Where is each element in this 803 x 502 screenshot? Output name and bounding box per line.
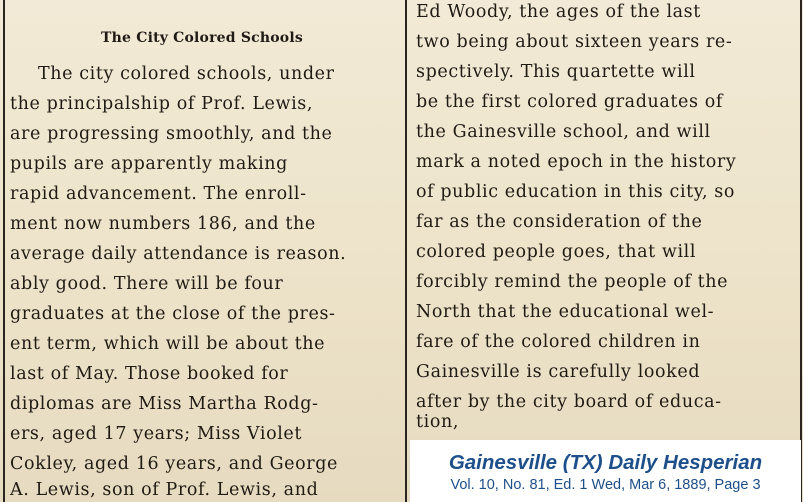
text-line: after by the city board of educa-: [416, 392, 722, 412]
text-line: mark a noted epoch in the history: [416, 152, 737, 172]
text-line: Gainesville is carefully looked: [416, 362, 701, 382]
article-headline: The City Colored Schools: [101, 30, 303, 46]
text-line: forcibly remind the people of the: [416, 272, 729, 292]
text-line: pupils are apparently making: [10, 154, 288, 174]
text-line: Ed Woody, the ages of the last: [416, 2, 701, 22]
text-line: last of May. Those booked for: [10, 364, 289, 384]
text-line: graduates at the close of the pres-: [10, 304, 336, 324]
source-credit-box: [410, 440, 801, 502]
text-line: rapid advancement. The enroll-: [10, 184, 307, 204]
text-line: be the first colored graduates of: [416, 92, 723, 112]
text-line: average daily attendance is reason.: [10, 244, 347, 264]
text-line: The city colored schools, under: [38, 64, 335, 84]
text-line: two being about sixteen years re-: [416, 32, 733, 52]
text-line: Cokley, aged 16 years, and George: [10, 454, 338, 474]
text-line: ment now numbers 186, and the: [10, 214, 316, 234]
text-line: colored people goes, that will: [416, 242, 697, 262]
article-column-right: [410, 0, 803, 502]
text-line: the Gainesville school, and will: [416, 122, 711, 142]
text-line: are progressing smoothly, and the: [10, 124, 333, 144]
column-rule-middle: [405, 0, 407, 502]
text-line: of public education in this city, so: [416, 182, 735, 202]
text-line: far as the consideration of the: [416, 212, 703, 232]
text-line: North that the educational wel-: [416, 302, 715, 322]
text-line: the principalship of Prof. Lewis,: [10, 94, 314, 114]
text-line: ent term, which will be about the: [10, 334, 326, 354]
source-citation: Vol. 10, No. 81, Ed. 1 Wed, Mar 6, 1889, Page 3: [450, 477, 761, 493]
text-line: tion,: [416, 412, 459, 432]
text-line: ably good. There will be four: [10, 274, 284, 294]
source-title: Gainesville (TX) Daily Hesperian: [448, 451, 763, 474]
text-line: ers, aged 17 years; Miss Violet: [10, 424, 302, 444]
text-line: fare of the colored children in: [416, 332, 701, 352]
text-line: diplomas are Miss Martha Rodg-: [10, 394, 319, 414]
text-line: A. Lewis, son of Prof. Lewis, and: [10, 480, 319, 500]
text-line: spectively. This quartette will: [416, 62, 696, 82]
